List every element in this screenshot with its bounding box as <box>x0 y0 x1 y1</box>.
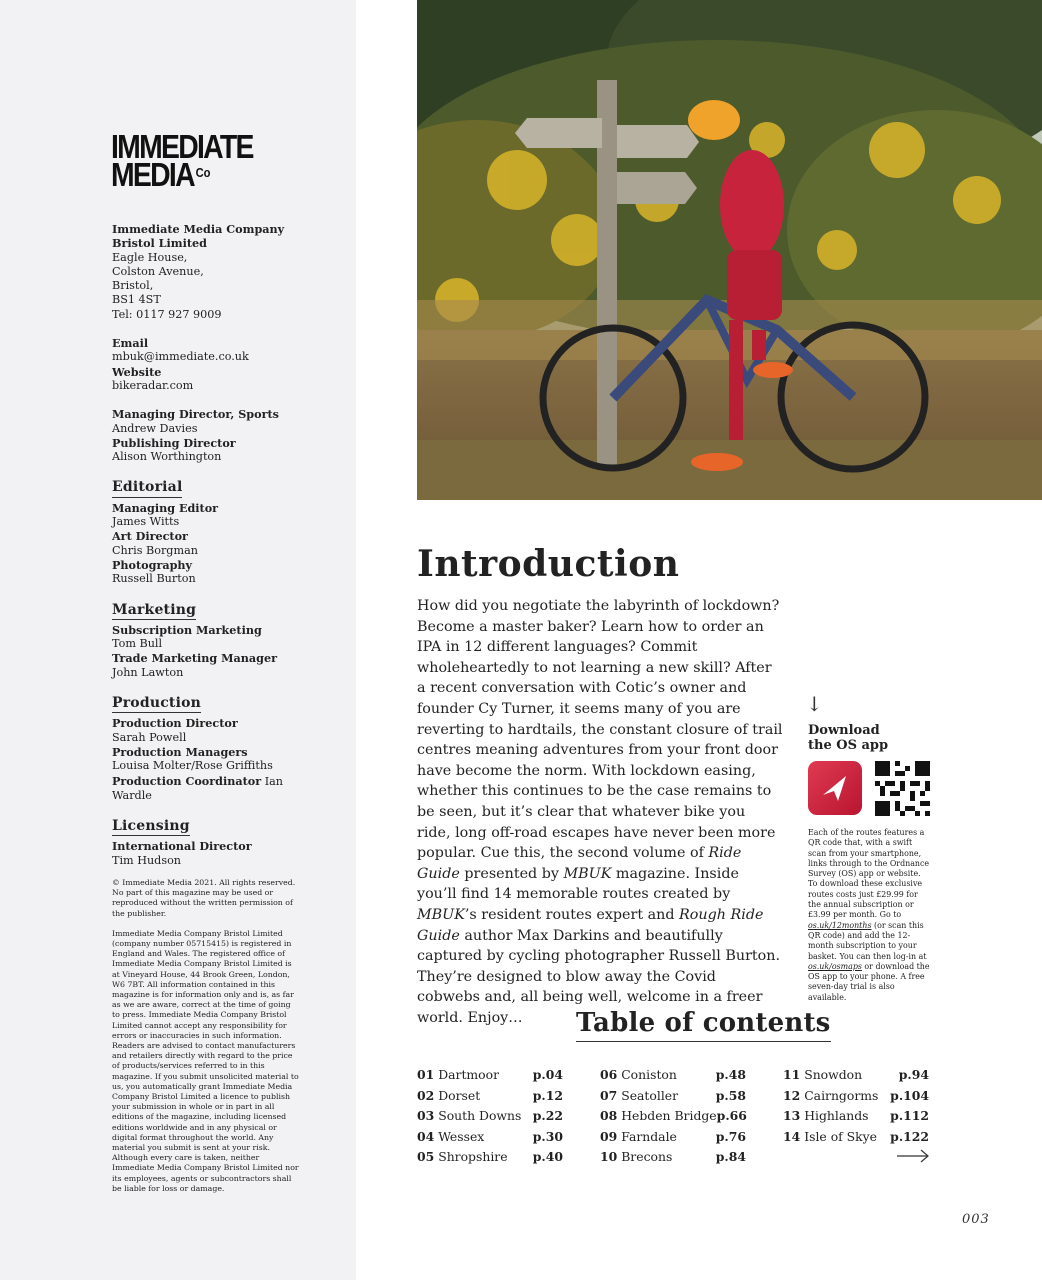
section-heading-editorial: Editorial <box>112 480 182 497</box>
legal-notice: Immediate Media Company Bristol Limited (company number 05715415) is registered in England and Wales. The registered office of Immediate Media Company Bristol Limited is at Vineyard House, 44 Brook Green, London, W6 7BT. All information contained in this magazine is for information only and is, as far as we are aware, correct at the time of going to press. Immediate Media Company Bristol Limited cannot accept any responsibility for errors or inaccuracies in such information. Readers are advised to contact manufacturers and retailers directly with regard to the price of products/services referred to in this magazine. If you submit unsolicited material to us, you automatically grant Immediate Media Company Bristol Limited a licence to publish your submission in whole or in part in all editions of the magazine, including licensed editions worldwide and in any physical or digital format throughout the world. Any material you submit is sent at your risk. Although every care is taken, neither Immediate Media Company Bristol Limited nor its employees, agents or subcontractors shall be liable for loss or damage. <box>112 928 299 1193</box>
production-coordinator: Production Coordinator Ian Wardle <box>112 773 284 802</box>
toc-entry-coniston[interactable]: 06 Coniston p.48 <box>600 1067 746 1082</box>
down-arrow-icon: ↓ <box>806 692 823 716</box>
credit-name: Tom Bull <box>112 637 163 651</box>
section-heading-production: Production <box>112 696 201 713</box>
toc-entry-hebden-bridge[interactable]: 08 Hebden Bridge p.66 <box>600 1108 747 1124</box>
credit-name: Andrew Davies <box>112 421 198 435</box>
arrow-right-icon[interactable] <box>896 1146 930 1166</box>
toc-entry-wessex[interactable]: 04 Wessex p.30 <box>417 1128 563 1144</box>
credit-role: Art Director <box>112 529 188 544</box>
toc-entry-farndale[interactable]: 09 Farndale p.76 <box>600 1128 746 1144</box>
toc-entry-brecons[interactable]: 10 Brecons p.84 <box>600 1149 746 1165</box>
toc-entry-snowdon[interactable]: 11 Snowdon p.94 <box>783 1067 929 1082</box>
qr-code-icon[interactable] <box>875 761 930 816</box>
section-heading-licensing: Licensing <box>112 819 190 836</box>
email-label: Email <box>112 336 149 351</box>
introduction-body: How did you negotiate the labyrinth of lockdown? Become a master baker? Learn how to order an IPA in 12 different languages? Commit wholeheartedly to not learning a new skill? After a recent conversation with Cotic’s owner and founder Cy Turner, it seems many of you are reverting to hardtails, the constant closure of trail centres meaning adventures from your front door have become the norm. With lockdown easing, whether this continues to be the case remains to be seen, but it’s clear that whatever bike you ride, long off-road escapes have never been more popular. Cue this, the second volume of Ride Guide presented by MBUK magazine. Inside you’ll find 14 memorable routes created by MBUK’s resident routes expert and Rough Ride Guide author Max Darkins and beautifully captured by cycling photographer Russell Burton. They’re designed to blow away the Covid cobwebs and, all being well, welcome in a freer world. Enjoy… <box>417 598 783 1026</box>
masthead-sidebar <box>0 0 356 1280</box>
credit-role: Photography <box>112 557 193 572</box>
credit-name: James Witts <box>112 515 180 529</box>
os-app-description: Each of the routes features a QR code that, with a swift scan from your smartphone, links through to the Ordnance Survey (OS) app or website. To download these exclusive routes costs just £29.99 for the annual subscription or £3.99 per month. Go to os.uk/12months (or scan this QR code) and add the 12-month subscription to your basket. You can then log-in at os.uk/osmaps or download the OS app to your phone. A free seven-day trial is also available. <box>808 828 930 1002</box>
section-heading-marketing: Marketing <box>112 603 196 620</box>
toc-entry-dartmoor[interactable]: 01 Dartmoor p.04 <box>417 1067 563 1082</box>
page-number: 003 <box>962 1212 990 1227</box>
os-maps-app-icon[interactable] <box>808 761 862 815</box>
credit-role: International Director <box>112 839 252 854</box>
credit-name: Tim Hudson <box>112 853 182 867</box>
website-value: bikeradar.com <box>112 378 194 392</box>
toc-entry-highlands[interactable]: 13 Highlands p.112 <box>783 1108 929 1124</box>
credit-name: Russell Burton <box>112 572 196 586</box>
immediate-media-logo: IMMEDIATE MEDIA $^{Co}$ <box>111 128 253 193</box>
credit-role: Publishing Director <box>112 435 236 450</box>
company-name: Immediate Media Company Bristol Limited <box>112 222 285 251</box>
toc-entry-south-downs[interactable]: 03 South Downs p.22 <box>417 1108 563 1124</box>
os-12months-link[interactable]: os.uk/12months <box>808 920 872 930</box>
toc-entry-cairngorms[interactable]: 12 Cairngorms p.104 <box>783 1087 929 1103</box>
credit-role: Trade Marketing Manager <box>112 651 278 666</box>
masthead-credits <box>112 222 312 1194</box>
toc-entry-isle-of-skye[interactable]: 14 Isle of Skye p.122 <box>783 1128 929 1144</box>
credit-name: Louisa Molter/Rose Griffiths <box>112 759 273 773</box>
toc-column-3 <box>783 1065 929 1147</box>
credit-name: John Lawton <box>112 665 184 679</box>
credit-role: Subscription Marketing <box>112 622 262 637</box>
toc-entry-dorset[interactable]: 02 Dorset p.12 <box>417 1087 563 1103</box>
company-address: Eagle House, Colston Avenue, Bristol, BS1 4ST Tel: 0117 927 9009 <box>112 250 222 321</box>
table-of-contents-heading: Table of contents <box>576 1008 831 1042</box>
credit-name: Chris Borgman <box>112 543 198 557</box>
toc-entry-seatoller[interactable]: 07 Seatoller p.58 <box>600 1087 746 1103</box>
toc-column-1 <box>417 1065 563 1168</box>
credit-role: Managing Director, Sports <box>112 407 279 422</box>
hero-photo-rider-signpost <box>417 0 1042 500</box>
introduction-heading: Introduction <box>417 543 680 585</box>
os-osmaps-link[interactable]: os.uk/osmaps <box>808 961 862 971</box>
os-app-heading: Download the OS app <box>808 723 889 753</box>
credit-role: Production Managers <box>112 744 248 759</box>
credit-name: Alison Worthington <box>112 450 222 464</box>
toc-column-2 <box>600 1065 746 1168</box>
credit-name: Sarah Powell <box>112 730 187 744</box>
copyright-notice: © Immediate Media 2021. All rights reserved. No part of this magazine may be used or reproduced without the written permission of the publisher. <box>112 877 296 918</box>
toc-entry-shropshire[interactable]: 05 Shropshire p.40 <box>417 1149 563 1165</box>
email-value: mbuk@immediate.co.uk <box>112 350 249 364</box>
credit-role: Managing Editor <box>112 500 219 515</box>
website-label: Website <box>112 364 162 379</box>
credit-role: Production Director <box>112 716 238 731</box>
